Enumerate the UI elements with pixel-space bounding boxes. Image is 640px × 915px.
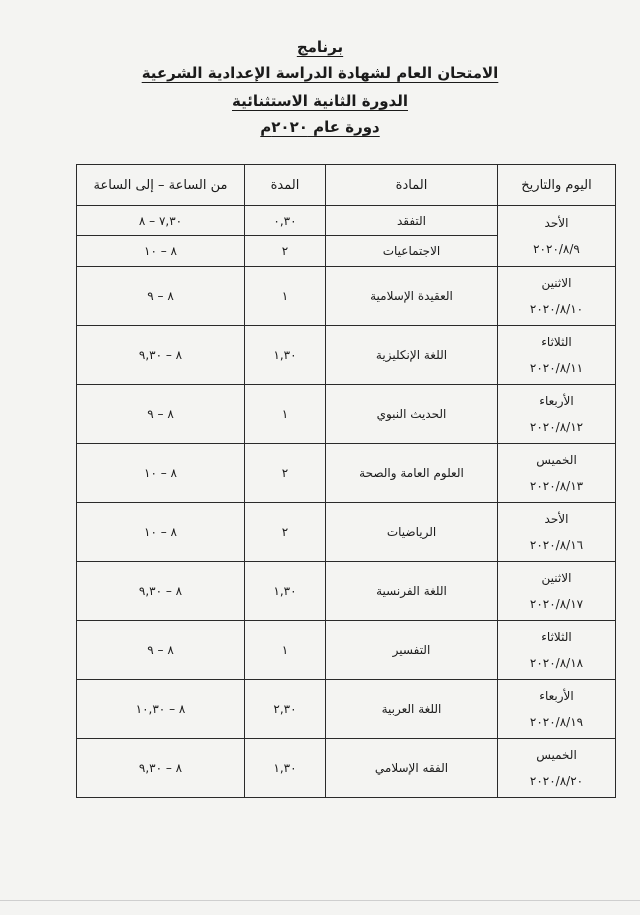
duration-cell: ١,٣٠ <box>245 739 326 798</box>
day-name: الأحد <box>544 216 569 230</box>
table-row <box>77 739 616 798</box>
time-cell: ٨ – ١٠ <box>77 236 245 267</box>
day-date-cell <box>498 621 616 680</box>
day-date-cell <box>498 326 616 385</box>
subject-cell: العقيدة الإسلامية <box>326 267 498 326</box>
table-row <box>77 562 616 621</box>
table-row <box>77 206 616 236</box>
exam-date: ٢٠٢٠/٨/١٧ <box>529 597 584 611</box>
duration-cell: ١ <box>245 621 326 680</box>
header-subject: المادة <box>326 165 498 206</box>
table-row <box>77 621 616 680</box>
year-title: دورة عام ٢٠٢٠م <box>260 118 380 136</box>
day-name: الاثنين <box>541 571 572 585</box>
table-row <box>77 444 616 503</box>
header-day-date: اليوم والتاريخ <box>498 165 616 206</box>
table-header-row <box>77 165 616 206</box>
program-title: برنامج <box>296 38 344 56</box>
duration-cell: ١,٣٠ <box>245 326 326 385</box>
subject-cell: التفسير <box>326 621 498 680</box>
exam-date: ٢٠٢٠/٨/١٢ <box>529 420 584 434</box>
day-date-cell <box>498 385 616 444</box>
document-header <box>0 36 640 140</box>
time-cell: ٨ – ٩ <box>77 621 245 680</box>
duration-cell: ٢ <box>245 444 326 503</box>
time-cell: ٨ – ١٠,٣٠ <box>77 680 245 739</box>
day-name: الاثنين <box>541 276 572 290</box>
table-row <box>77 680 616 739</box>
duration-cell: ٢,٣٠ <box>245 680 326 739</box>
day-name: الأربعاء <box>539 394 574 408</box>
exam-schedule-table <box>76 164 616 798</box>
day-date-cell <box>498 503 616 562</box>
exam-title: الامتحان العام لشهادة الدراسة الإعدادية الشرعية <box>141 64 499 82</box>
day-name: الثلاثاء <box>541 335 572 349</box>
subject-cell: العلوم العامة والصحة <box>326 444 498 503</box>
time-cell: ٨ – ٩ <box>77 267 245 326</box>
exam-date: ٢٠٢٠/٨/١١ <box>529 361 584 375</box>
exam-date: ٢٠٢٠/٨/١٩ <box>529 715 584 729</box>
time-cell: ٨ – ٩,٣٠ <box>77 739 245 798</box>
exam-date: ٢٠٢٠/٨/٩ <box>533 242 580 256</box>
day-date-cell <box>498 680 616 739</box>
subject-cell: التفقد <box>326 206 498 236</box>
subject-cell: الرياضيات <box>326 503 498 562</box>
header-duration: المدة <box>245 165 326 206</box>
duration-cell: ٠,٣٠ <box>245 206 326 236</box>
table-row <box>77 267 616 326</box>
table-row <box>77 385 616 444</box>
day-date-cell <box>498 444 616 503</box>
time-cell: ٨ – ٩ <box>77 385 245 444</box>
duration-cell: ١,٣٠ <box>245 562 326 621</box>
subject-cell: اللغة الإنكليزية <box>326 326 498 385</box>
table-body <box>77 206 616 798</box>
exam-date: ٢٠٢٠/٨/١٠ <box>529 302 584 316</box>
duration-cell: ١ <box>245 267 326 326</box>
time-cell: ٧,٣٠ – ٨ <box>77 206 245 236</box>
subject-cell: اللغة العربية <box>326 680 498 739</box>
day-date-cell <box>498 562 616 621</box>
time-cell: ٨ – ٩,٣٠ <box>77 562 245 621</box>
session-title: الدورة الثانية الاستثنائية <box>232 92 408 110</box>
time-cell: ٨ – ١٠ <box>77 444 245 503</box>
subject-cell: الاجتماعيات <box>326 236 498 267</box>
time-cell: ٨ – ٩,٣٠ <box>77 326 245 385</box>
day-name: الخميس <box>536 453 577 467</box>
header-time: من الساعة – إلى الساعة <box>77 165 245 206</box>
day-date-cell <box>498 267 616 326</box>
duration-cell: ٢ <box>245 236 326 267</box>
exam-date: ٢٠٢٠/٨/١٨ <box>529 656 584 670</box>
day-name: الثلاثاء <box>541 630 572 644</box>
exam-date: ٢٠٢٠/٨/١٣ <box>529 479 584 493</box>
table-row <box>77 326 616 385</box>
day-date-cell <box>498 739 616 798</box>
subject-cell: الفقه الإسلامي <box>326 739 498 798</box>
subject-cell: الحديث النبوي <box>326 385 498 444</box>
day-name: الأربعاء <box>539 689 574 703</box>
table-row <box>77 503 616 562</box>
exam-date: ٢٠٢٠/٨/١٦ <box>529 538 584 552</box>
duration-cell: ٢ <box>245 503 326 562</box>
duration-cell: ١ <box>245 385 326 444</box>
page-edge <box>0 900 640 901</box>
subject-cell: اللغة الفرنسية <box>326 562 498 621</box>
day-name: الخميس <box>536 748 577 762</box>
exam-date: ٢٠٢٠/٨/٢٠ <box>529 774 584 788</box>
day-name: الأحد <box>544 512 569 526</box>
time-cell: ٨ – ١٠ <box>77 503 245 562</box>
day-date-cell <box>498 206 616 267</box>
